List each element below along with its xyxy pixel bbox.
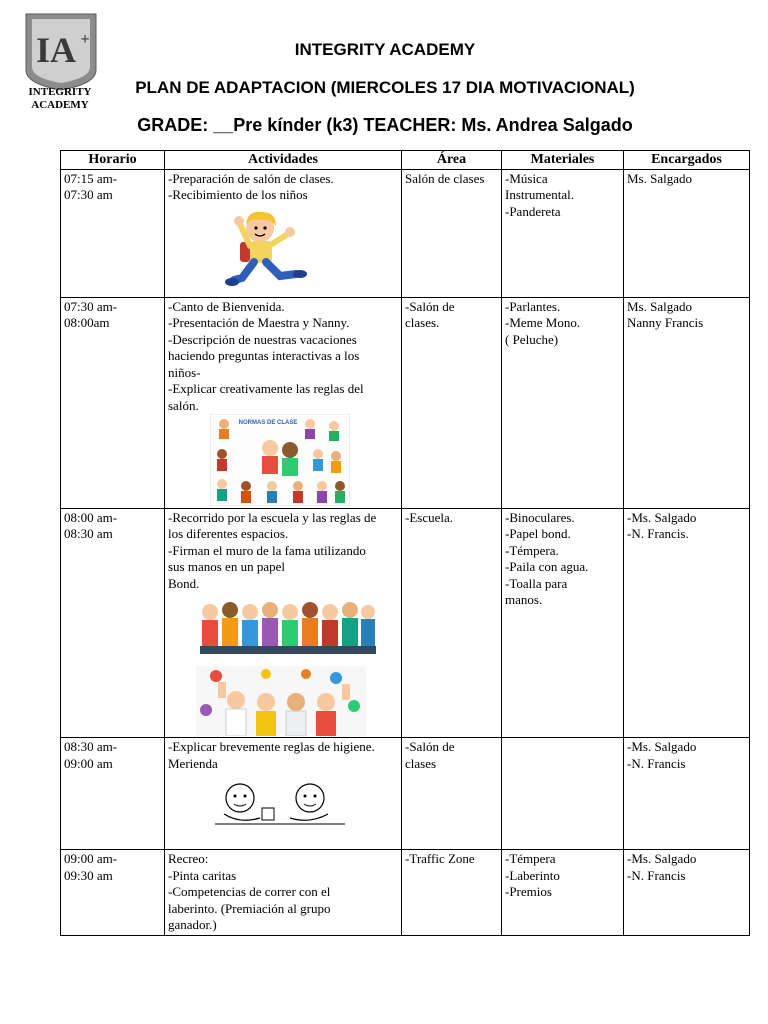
cell-actividades <box>165 508 402 738</box>
cell-line: -Ms. Salgado <box>627 509 697 525</box>
cell-line: clases <box>405 755 437 771</box>
poster-title: NORMAS DE CLASE <box>238 420 298 426</box>
cell-area <box>402 297 502 508</box>
cell-line: sus manos en un papel <box>168 559 285 574</box>
plan-title: PLAN DE ADAPTACION (MIERCOLES 17 DIA MOTIVACIONAL) <box>135 78 635 97</box>
cell-line: 07:30 am- <box>64 298 118 314</box>
cell-materiales <box>502 297 624 508</box>
cell-line: -Laberinto <box>505 867 560 883</box>
cell-horario <box>61 297 165 508</box>
cell-line: -Explicar creativamente las reglas del <box>168 381 364 396</box>
cell-line: -Papel bond. <box>505 526 571 541</box>
cell-area <box>402 738 502 850</box>
cell-line: -Música <box>505 170 548 186</box>
cell-line: 09:00 am- <box>64 851 118 866</box>
cell-line: 08:00 am- <box>64 509 118 525</box>
cell-materiales <box>502 169 624 297</box>
logo-plus: + <box>80 31 90 48</box>
cell-area <box>402 508 502 738</box>
cell-line: -Escuela. <box>405 509 454 525</box>
cell-encargados <box>624 297 750 508</box>
painted-hands-children-photo <box>196 666 366 736</box>
cell-line: -Meme Mono. <box>505 315 581 330</box>
children-row-illustration <box>198 598 378 658</box>
cell-actividades <box>165 169 402 297</box>
snack-children-drawing <box>210 778 350 828</box>
cell-line: -Firman el muro de la fama utilizando <box>168 542 366 558</box>
schedule-table <box>60 150 750 936</box>
cell-line: -Pinta caritas <box>168 867 237 883</box>
cell-materiales <box>502 850 624 936</box>
cell-line: -N. Francis. <box>627 526 689 541</box>
header-encargados: Encargados <box>624 151 750 170</box>
cell-line: -Salón de <box>405 298 455 314</box>
cell-line: Merienda <box>168 755 218 771</box>
cell-horario <box>61 508 165 738</box>
cell-line: Ms. Salgado <box>627 298 692 314</box>
cell-encargados <box>624 738 750 850</box>
class-rules-poster <box>210 414 350 506</box>
cell-line: -Competencias de correr con el <box>168 884 331 899</box>
cell-line: -Ms. Salgado <box>627 739 697 754</box>
cell-line: -Paila con agua. <box>505 559 589 574</box>
cell-line: Salón de clases <box>405 170 485 186</box>
cell-line: Instrumental. <box>505 187 574 202</box>
cell-horario <box>61 850 165 936</box>
cell-actividades <box>165 738 402 850</box>
cell-horario <box>61 738 165 850</box>
cell-line: Ms. Salgado <box>627 170 692 186</box>
cell-line: 07:30 am <box>64 187 113 202</box>
cell-line: clases. <box>405 315 440 330</box>
cell-line: manos. <box>505 592 543 607</box>
cell-line: laberinto. (Premiación al grupo <box>168 900 331 916</box>
cell-line: -Pandereta <box>505 203 561 219</box>
cell-line: -Toalla para <box>505 575 568 591</box>
cell-line: 09:30 am <box>64 867 113 883</box>
logo-caption <box>10 86 110 112</box>
cell-line: -N. Francis <box>627 755 686 771</box>
cell-line: -Preparación de salón de clases. <box>168 170 334 186</box>
cell-line: -Presentación de Maestra y Nanny. <box>168 315 350 330</box>
cell-line: Recreo: <box>168 851 209 866</box>
school-title: INTEGRITY ACADEMY <box>294 40 476 59</box>
header-area: Área <box>402 151 502 170</box>
cell-line: -N. Francis <box>627 867 686 883</box>
header-materiales: Materiales <box>502 151 624 170</box>
cell-materiales <box>502 508 624 738</box>
logo-caption-line1: INTEGRITY <box>28 86 92 98</box>
logo-letters: IA <box>35 30 77 70</box>
cell-encargados <box>624 508 750 738</box>
cell-line: 08:00am <box>64 315 110 330</box>
cell-line: 08:30 am <box>64 526 113 541</box>
table-row <box>61 169 750 297</box>
cell-line: 09:00 am <box>64 755 113 771</box>
cell-line: niños- <box>168 364 201 380</box>
cell-actividades <box>165 850 402 936</box>
grade-teacher-line: GRADE: __Pre kínder (k3) TEACHER: Ms. Andrea Salgado <box>137 115 633 135</box>
cell-line: -Binoculares. <box>505 509 575 525</box>
logo-caption-line2: ACADEMY <box>31 99 89 111</box>
cell-line: ganador.) <box>168 917 217 932</box>
cell-line: 07:15 am- <box>64 170 118 186</box>
cell-line: -Premios <box>505 884 552 899</box>
cell-line: salón. <box>168 397 199 413</box>
cell-encargados <box>624 850 750 936</box>
running-boy-illustration <box>218 204 318 296</box>
cell-line: Bond. <box>168 575 200 591</box>
cell-line: -Témpera <box>505 851 556 866</box>
cell-line: -Canto de Bienvenida. <box>168 298 285 314</box>
cell-actividades <box>165 297 402 508</box>
table-row <box>61 508 750 738</box>
cell-line: -Témpera. <box>505 542 559 558</box>
table-row <box>61 297 750 508</box>
header-actividades: Actividades <box>165 151 402 170</box>
cell-line: 08:30 am- <box>64 739 118 754</box>
cell-line: -Traffic Zone <box>405 851 475 866</box>
table-row <box>61 850 750 936</box>
cell-line: -Parlantes. <box>505 298 561 314</box>
cell-materiales <box>502 738 624 850</box>
cell-line: -Recibimiento de los niños <box>168 187 308 202</box>
cell-area <box>402 169 502 297</box>
cell-line: ( Peluche) <box>505 331 559 347</box>
cell-line: -Salón de <box>405 739 455 754</box>
cell-line: -Ms. Salgado <box>627 851 697 866</box>
cell-horario <box>61 169 165 297</box>
cell-encargados <box>624 169 750 297</box>
cell-line: -Descripción de nuestras vacaciones <box>168 331 357 347</box>
cell-line: Nanny Francis <box>627 315 704 330</box>
cell-line: -Explicar brevemente reglas de higiene. <box>168 739 375 754</box>
table-header-row <box>61 151 750 170</box>
cell-area <box>402 850 502 936</box>
cell-line: los diferentes espacios. <box>168 526 289 541</box>
cell-line: -Recorrido por la escuela y las reglas de <box>168 509 377 525</box>
header-horario: Horario <box>61 151 165 170</box>
cell-line: haciendo preguntas interactivas a los <box>168 348 360 363</box>
table-row <box>61 738 750 850</box>
